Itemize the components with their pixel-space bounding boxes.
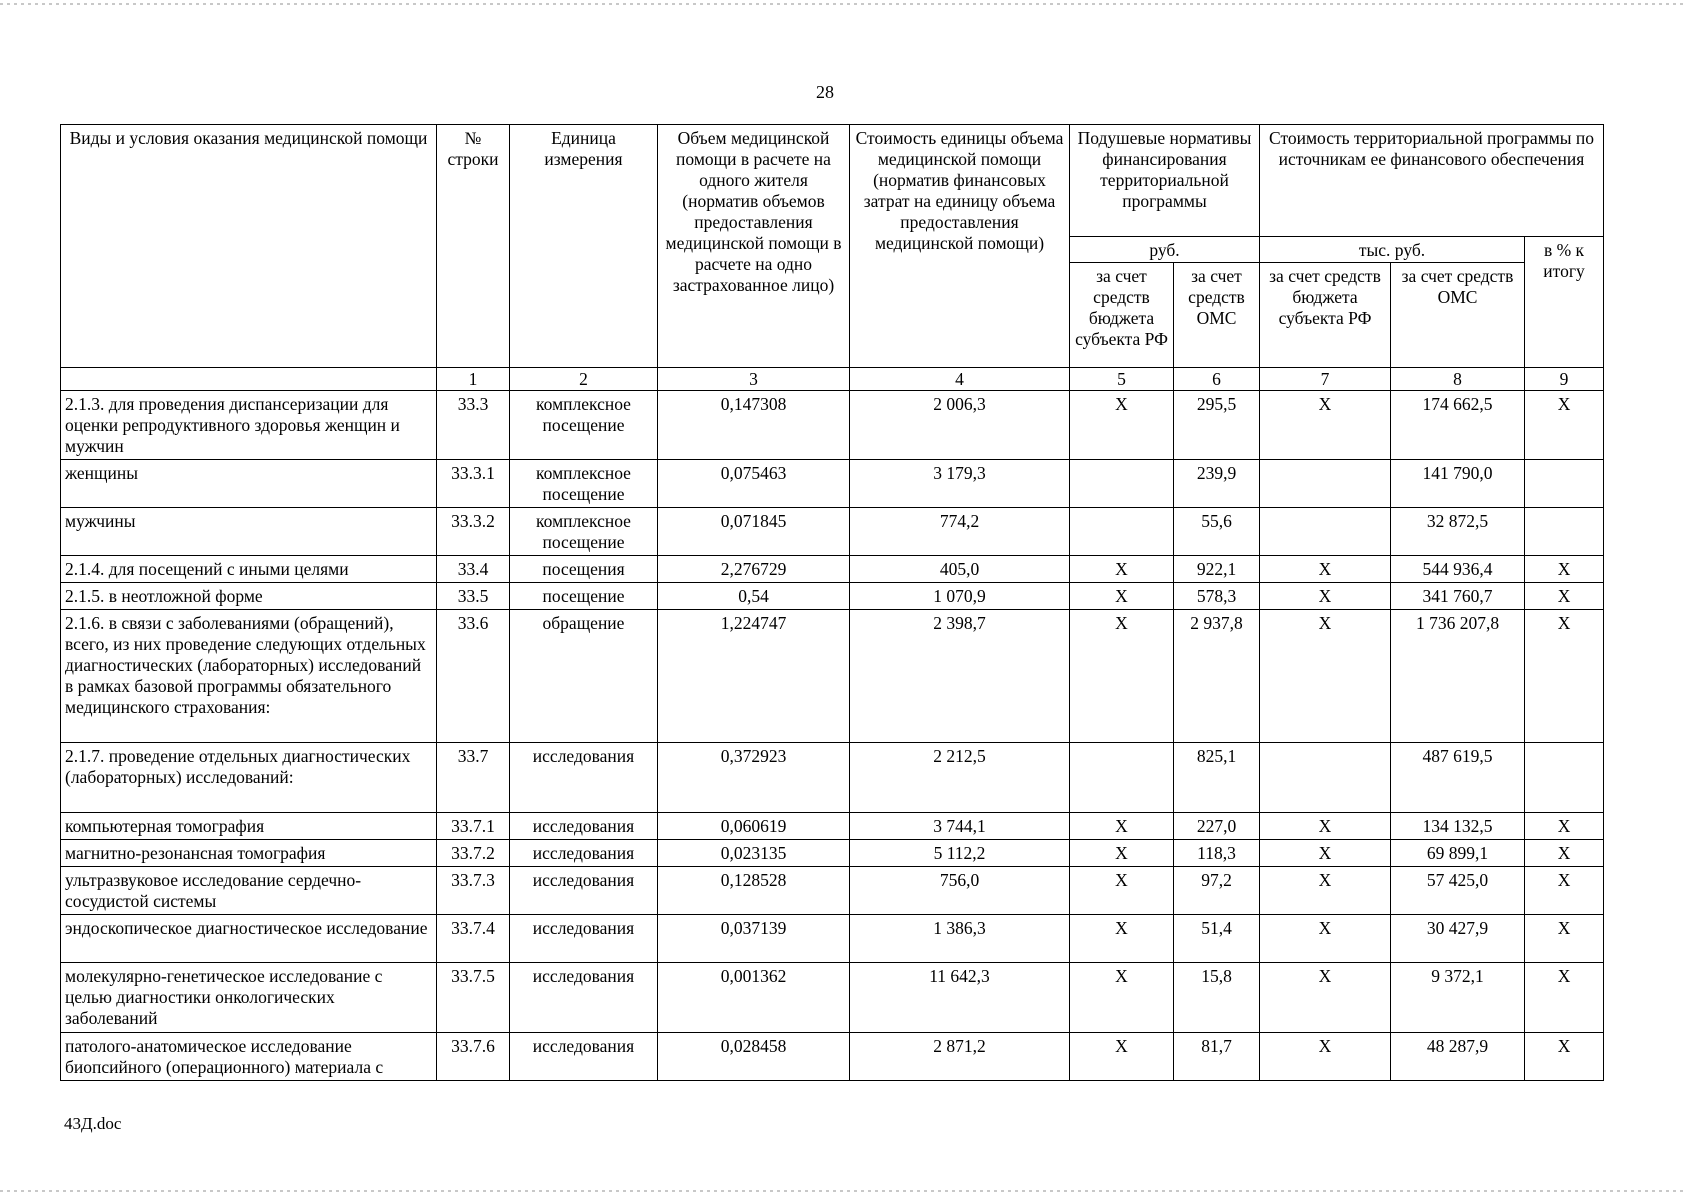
- row-volume: 0,075463: [658, 460, 850, 508]
- row-percent: [1525, 508, 1604, 556]
- row-volume: 0,037139: [658, 915, 850, 963]
- row-name: женщины: [61, 460, 437, 508]
- row-budget: X: [1070, 813, 1174, 840]
- row-number: 33.7.3: [437, 867, 510, 915]
- column-index: 8: [1391, 368, 1525, 391]
- financing-table: [60, 124, 1604, 1081]
- column-index: 3: [658, 368, 850, 391]
- row-name: 2.1.5. в неотложной форме: [61, 583, 437, 610]
- header-unit-rub: руб.: [1070, 237, 1260, 263]
- row-oms-thousand: 141 790,0: [1391, 460, 1525, 508]
- scan-edge-bottom: [0, 1190, 1686, 1192]
- row-budget: X: [1070, 867, 1174, 915]
- row-name: магнитно-резонансная томография: [61, 840, 437, 867]
- row-oms-thousand: 48 287,9: [1391, 1033, 1525, 1081]
- header-cost: Стоимость единицы объема медицинской помощи (норматив финансовых затрат на единицу объема предоставления медицинской помощи): [850, 125, 1070, 368]
- row-number: 33.3: [437, 391, 510, 460]
- header-sub-budget-k: за счет средств бюджета субъекта РФ: [1260, 263, 1391, 368]
- row-oms-thousand: 341 760,7: [1391, 583, 1525, 610]
- column-index: 9: [1525, 368, 1604, 391]
- row-oms-thousand: 69 899,1: [1391, 840, 1525, 867]
- row-oms: 81,7: [1174, 1033, 1260, 1081]
- row-budget-thousand: X: [1260, 583, 1391, 610]
- row-oms-thousand: 30 427,9: [1391, 915, 1525, 963]
- row-percent: X: [1525, 610, 1604, 743]
- row-percent: X: [1525, 583, 1604, 610]
- row-cost: 774,2: [850, 508, 1070, 556]
- row-oms: 227,0: [1174, 813, 1260, 840]
- row-volume: 0,128528: [658, 867, 850, 915]
- row-unit: комплексное посещение: [510, 460, 658, 508]
- row-percent: X: [1525, 391, 1604, 460]
- column-index: 2: [510, 368, 658, 391]
- row-number: 33.5: [437, 583, 510, 610]
- row-volume: 2,276729: [658, 556, 850, 583]
- row-oms-thousand: 544 936,4: [1391, 556, 1525, 583]
- row-percent: X: [1525, 840, 1604, 867]
- row-number: 33.7.2: [437, 840, 510, 867]
- row-name: ультразвуковое исследование сердечно-сосудистой системы: [61, 867, 437, 915]
- table-row: [61, 963, 1604, 1033]
- row-cost: 2 398,7: [850, 610, 1070, 743]
- table-row: [61, 915, 1604, 963]
- header-sub-oms-k: за счет средств ОМС: [1391, 263, 1525, 368]
- row-oms-thousand: 174 662,5: [1391, 391, 1525, 460]
- row-oms: 922,1: [1174, 556, 1260, 583]
- header-program-cost: Стоимость территориальной программы по источникам ее финансового обеспечения: [1260, 125, 1604, 237]
- row-percent: [1525, 460, 1604, 508]
- row-name: молекулярно-генетическое исследование с целью диагностики онкологических заболеваний: [61, 963, 437, 1033]
- row-oms-thousand: 9 372,1: [1391, 963, 1525, 1033]
- header-sub-budget: за счет средств бюджета субъекта РФ: [1070, 263, 1174, 368]
- row-oms: 55,6: [1174, 508, 1260, 556]
- row-budget: X: [1070, 840, 1174, 867]
- row-volume: 0,028458: [658, 1033, 850, 1081]
- row-percent: X: [1525, 556, 1604, 583]
- row-cost: 2 871,2: [850, 1033, 1070, 1081]
- row-oms: 578,3: [1174, 583, 1260, 610]
- row-unit: исследования: [510, 743, 658, 813]
- row-cost: 11 642,3: [850, 963, 1070, 1033]
- row-volume: 0,001362: [658, 963, 850, 1033]
- table-row: [61, 743, 1604, 813]
- row-cost: 3 744,1: [850, 813, 1070, 840]
- row-budget-thousand: X: [1260, 556, 1391, 583]
- page-number: 28: [816, 82, 834, 102]
- row-budget-thousand: X: [1260, 867, 1391, 915]
- row-oms: 239,9: [1174, 460, 1260, 508]
- column-index: 4: [850, 368, 1070, 391]
- header-unit: Единица измерения: [510, 125, 658, 368]
- row-oms: 118,3: [1174, 840, 1260, 867]
- row-number: 33.7.5: [437, 963, 510, 1033]
- row-budget-thousand: [1260, 508, 1391, 556]
- row-cost: 405,0: [850, 556, 1070, 583]
- row-budget-thousand: X: [1260, 840, 1391, 867]
- header-sub-oms: за счет средств ОМС: [1174, 263, 1260, 368]
- row-percent: [1525, 743, 1604, 813]
- row-oms-thousand: 32 872,5: [1391, 508, 1525, 556]
- row-unit: посещение: [510, 583, 658, 610]
- table-row: [61, 813, 1604, 840]
- table-row: [61, 610, 1604, 743]
- row-budget: [1070, 460, 1174, 508]
- row-unit: обращение: [510, 610, 658, 743]
- table-row: [61, 391, 1604, 460]
- row-oms: 51,4: [1174, 915, 1260, 963]
- row-volume: 0,023135: [658, 840, 850, 867]
- row-name: мужчины: [61, 508, 437, 556]
- table-row: [61, 508, 1604, 556]
- row-name: 2.1.3. для проведения диспансеризации для оценки репродуктивного здоровья женщин и мужчин: [61, 391, 437, 460]
- row-unit: посещения: [510, 556, 658, 583]
- table-row: [61, 1033, 1604, 1081]
- row-cost: 756,0: [850, 867, 1070, 915]
- row-unit: исследования: [510, 840, 658, 867]
- row-percent: X: [1525, 867, 1604, 915]
- row-unit: комплексное посещение: [510, 391, 658, 460]
- row-oms: 825,1: [1174, 743, 1260, 813]
- row-name: компьютерная томография: [61, 813, 437, 840]
- row-oms: 2 937,8: [1174, 610, 1260, 743]
- row-percent: X: [1525, 813, 1604, 840]
- row-cost: 3 179,3: [850, 460, 1070, 508]
- column-index: 6: [1174, 368, 1260, 391]
- column-index: 1: [437, 368, 510, 391]
- row-oms: 97,2: [1174, 867, 1260, 915]
- table-row: [61, 556, 1604, 583]
- row-cost: 2 212,5: [850, 743, 1070, 813]
- row-number: 33.4: [437, 556, 510, 583]
- row-number: 33.7: [437, 743, 510, 813]
- row-budget: X: [1070, 391, 1174, 460]
- row-budget-thousand: X: [1260, 1033, 1391, 1081]
- row-name: эндоскопическое диагностическое исследование: [61, 915, 437, 963]
- row-oms-thousand: 487 619,5: [1391, 743, 1525, 813]
- row-cost: 2 006,3: [850, 391, 1070, 460]
- row-name: патолого-анатомическое исследование биопсийного (операционного) материала с: [61, 1033, 437, 1081]
- row-budget: [1070, 508, 1174, 556]
- scan-edge-top: [0, 3, 1686, 5]
- row-number: 33.3.1: [437, 460, 510, 508]
- row-budget-thousand: X: [1260, 813, 1391, 840]
- row-volume: 0,372923: [658, 743, 850, 813]
- table-row: [61, 460, 1604, 508]
- column-index: [61, 368, 437, 391]
- row-unit: исследования: [510, 867, 658, 915]
- header-unit-thousand-rub: тыс. руб.: [1260, 237, 1525, 263]
- table-row: [61, 583, 1604, 610]
- header-per-capita: Подушевые нормативы финансирования территориальной программы: [1070, 125, 1260, 237]
- row-unit: исследования: [510, 963, 658, 1033]
- row-budget-thousand: X: [1260, 915, 1391, 963]
- row-budget-thousand: X: [1260, 963, 1391, 1033]
- row-budget: X: [1070, 610, 1174, 743]
- row-cost: 5 112,2: [850, 840, 1070, 867]
- row-budget-thousand: X: [1260, 610, 1391, 743]
- row-budget: X: [1070, 583, 1174, 610]
- row-cost: 1 386,3: [850, 915, 1070, 963]
- row-number: 33.7.6: [437, 1033, 510, 1081]
- row-unit: исследования: [510, 813, 658, 840]
- header-row-no: № строки: [437, 125, 510, 368]
- row-budget-thousand: [1260, 743, 1391, 813]
- row-budget-thousand: [1260, 460, 1391, 508]
- row-budget: X: [1070, 556, 1174, 583]
- row-unit: исследования: [510, 1033, 658, 1081]
- header-kind: Виды и условия оказания медицинской помощи: [61, 125, 437, 368]
- header-volume: Объем медицинской помощи в расчете на одного жителя (норматив объемов предоставления медицинской помощи в расчете на одно застрахованное лицо): [658, 125, 850, 368]
- row-number: 33.6: [437, 610, 510, 743]
- column-index: 5: [1070, 368, 1174, 391]
- row-oms-thousand: 134 132,5: [1391, 813, 1525, 840]
- row-oms-thousand: 57 425,0: [1391, 867, 1525, 915]
- row-number: 33.3.2: [437, 508, 510, 556]
- row-name: 2.1.4. для посещений с иными целями: [61, 556, 437, 583]
- row-number: 33.7.1: [437, 813, 510, 840]
- row-percent: X: [1525, 963, 1604, 1033]
- row-percent: X: [1525, 915, 1604, 963]
- row-unit: комплексное посещение: [510, 508, 658, 556]
- row-unit: исследования: [510, 915, 658, 963]
- row-volume: 0,071845: [658, 508, 850, 556]
- table-row: [61, 867, 1604, 915]
- row-oms-thousand: 1 736 207,8: [1391, 610, 1525, 743]
- row-number: 33.7.4: [437, 915, 510, 963]
- row-volume: 0,147308: [658, 391, 850, 460]
- row-volume: 0,54: [658, 583, 850, 610]
- row-budget-thousand: X: [1260, 391, 1391, 460]
- column-index: 7: [1260, 368, 1391, 391]
- row-budget: X: [1070, 915, 1174, 963]
- row-budget: X: [1070, 1033, 1174, 1081]
- row-percent: X: [1525, 1033, 1604, 1081]
- header-percent: в % к итогу: [1525, 237, 1604, 368]
- row-volume: 0,060619: [658, 813, 850, 840]
- row-name: 2.1.6. в связи с заболеваниями (обращений), всего, из них проведение следующих отдельных диагностических (лабораторных) исследований в рамках базовой программы обязательного медицинского страхования:: [61, 610, 437, 743]
- footer-filename: 43Д.doc: [64, 1114, 122, 1133]
- row-volume: 1,224747: [658, 610, 850, 743]
- row-budget: [1070, 743, 1174, 813]
- row-cost: 1 070,9: [850, 583, 1070, 610]
- row-oms: 15,8: [1174, 963, 1260, 1033]
- row-name: 2.1.7. проведение отдельных диагностических (лабораторных) исследований:: [61, 743, 437, 813]
- row-oms: 295,5: [1174, 391, 1260, 460]
- row-budget: X: [1070, 963, 1174, 1033]
- table-row: [61, 840, 1604, 867]
- column-index-row: [61, 368, 1604, 391]
